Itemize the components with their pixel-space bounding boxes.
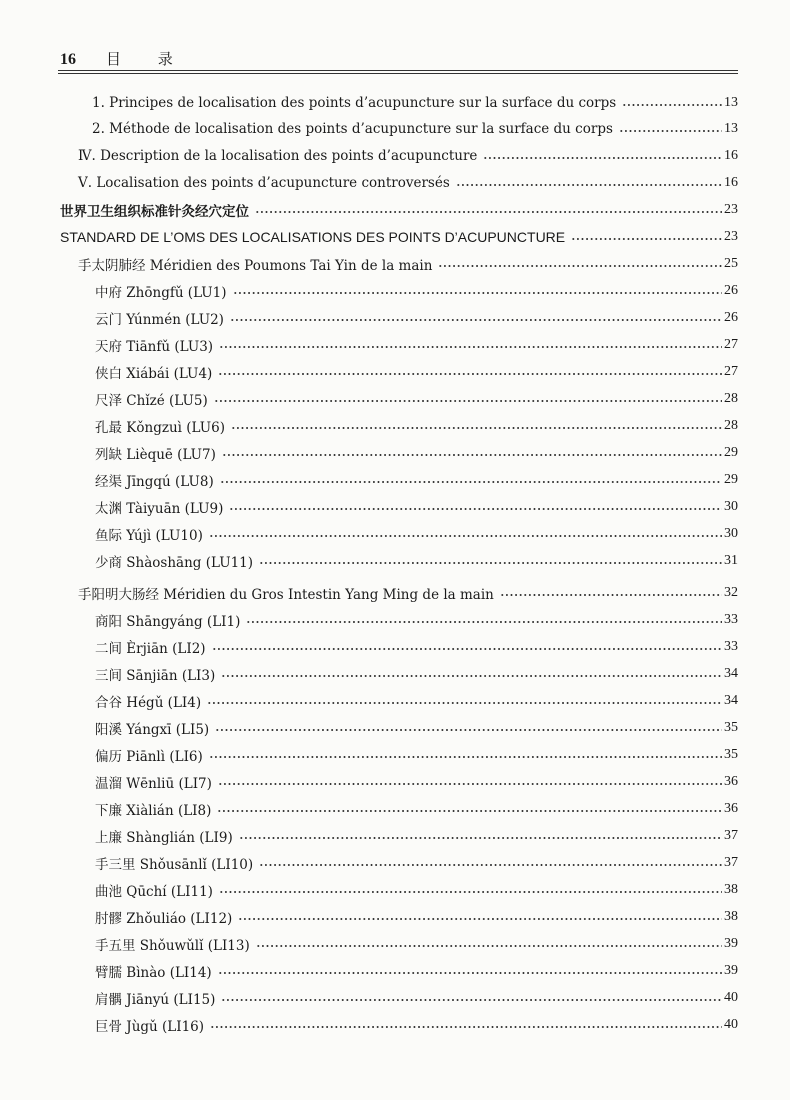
toc-entry-label: 1. Principes de localisation des points d’acupuncture sur la surface du corps [92,94,617,111]
toc-entry-label: 阳溪 Yángxī (LI5) [95,721,210,738]
dot-leader [500,594,722,596]
toc-entry-label: 巨骨 Jùgǔ (LI16) [95,1018,205,1035]
toc-point-entry[interactable] [95,822,738,849]
toc-entry-page: 29 [724,471,738,487]
dot-leader [207,702,722,704]
toc-entry-page: 23 [724,228,738,244]
toc-entry-page: 37 [724,827,738,843]
page-header [60,48,736,70]
dot-leader [230,319,722,321]
toc-entry[interactable] [92,115,738,142]
toc-section-heading-fr[interactable] [60,223,738,250]
toc-entry-label: 鱼际 Yújì (LU10) [95,527,203,544]
toc-point-entry[interactable] [95,466,738,493]
toc-entry-page: 16 [724,174,738,190]
dot-leader [229,508,722,510]
toc-entry-page: 30 [724,525,738,541]
toc-entry-label: 肘髎 Zhǒuliáo (LI12) [95,910,233,927]
page-title: 目 录 [106,50,189,68]
toc-entry-page: 33 [724,611,738,627]
dot-leader [259,562,722,564]
toc-entry-page: 13 [724,120,738,136]
dot-leader [218,783,722,785]
toc-entry-page: 32 [724,584,738,600]
dot-leader [218,972,722,974]
toc-entry-label: 尺泽 Chǐzé (LU5) [95,392,208,409]
toc-entry-page: 37 [724,854,738,870]
toc-entry-label: 手太阴肺经 Méridien des Poumons Tai Yin de la main [78,257,433,274]
toc-point-entry[interactable] [95,768,738,795]
dot-leader [214,400,722,402]
toc-point-entry[interactable] [95,1011,738,1038]
toc-point-entry[interactable] [95,439,738,466]
toc-point-entry[interactable] [95,849,738,876]
toc-entry-page: 25 [724,255,738,271]
dot-leader [239,837,722,839]
toc-entry-page: 16 [724,147,738,163]
toc-point-entry[interactable] [95,660,738,687]
toc-entry-page: 27 [724,363,738,379]
toc-entry-label: 偏历 Piānlì (LI6) [95,748,203,765]
toc-entry-label: 少商 Shàoshāng (LU11) [95,554,254,571]
toc-meridian-entry[interactable] [78,250,738,277]
toc-entry-page: 36 [724,773,738,789]
toc-entry-page: 23 [724,201,738,217]
toc-entry-page: 35 [724,719,738,735]
toc-entry-label: 曲池 Qūchí (LI11) [95,883,213,900]
toc-entry-label: 手阳明大肠经 Méridien du Gros Intestin Yang Ming de la main [78,586,494,603]
toc-entry-page: 40 [724,989,738,1005]
toc-entry-page: 28 [724,390,738,406]
dot-leader [217,810,722,812]
toc-entry-page: 39 [724,962,738,978]
dot-leader [221,999,722,1001]
toc-entry-label: 三间 Sānjiān (LI3) [95,667,216,684]
toc-entry-label: 天府 Tiānfǔ (LU3) [95,338,214,355]
toc-point-entry[interactable] [95,930,738,957]
dot-leader [255,211,722,213]
toc-entry-label: 手五里 Shǒuwǔlǐ (LI13) [95,937,250,954]
dot-leader [233,292,722,294]
toc-point-entry[interactable] [95,957,738,984]
toc-entry-label: Ⅳ. Description de la localisation des points d’acupuncture [78,147,478,164]
dot-leader [212,648,722,650]
dot-leader [219,891,722,893]
dot-leader [259,864,722,866]
toc-entry-page: 13 [724,94,738,110]
header-rule-bottom [58,73,738,74]
dot-leader [231,427,722,429]
toc-entry-label: 2. Méthode de localisation des points d’acupuncture sur la surface du corps [92,120,613,137]
toc-point-entry[interactable] [95,277,738,304]
dot-leader [256,945,722,947]
toc-entry[interactable] [78,169,738,196]
dot-leader [456,184,722,186]
toc-point-entry[interactable] [95,876,738,903]
dot-leader [220,481,722,483]
toc-entry-label: 肩髃 Jiānyú (LI15) [95,991,216,1008]
toc-point-entry[interactable] [95,984,738,1011]
dot-leader [215,729,722,731]
toc-entry-label: 二间 Èrjiān (LI2) [95,640,206,657]
toc-entry-label: 侠白 Xiábái (LU4) [95,365,213,382]
toc-section-heading-zh[interactable] [60,196,738,223]
toc-entry-page: 31 [724,552,738,568]
toc-entry-label: 列缺 Lièquē (LU7) [95,446,216,463]
dot-leader [218,373,722,375]
toc-entry-label: 世界卫生组织标准针灸经穴定位 [60,203,249,219]
toc-entry-label: 经渠 Jīngqú (LU8) [95,473,214,490]
toc-point-entry[interactable] [95,714,738,741]
dot-leader [622,104,722,106]
toc-entry-page: 36 [724,800,738,816]
dot-leader [483,157,722,159]
toc-entry-label: 孔最 Kǒngzuì (LU6) [95,419,225,436]
toc-point-entry[interactable] [95,741,738,768]
toc-point-entry[interactable] [95,633,738,660]
dot-leader [222,454,722,456]
toc-entry-page: 40 [724,1016,738,1032]
dot-leader [571,238,722,240]
toc-entry-page: 33 [724,638,738,654]
toc-entry-page: 34 [724,692,738,708]
toc-entry-label: Ⅴ. Localisation des points d’acupuncture controversés [78,174,450,191]
toc-entry-label: 下廉 Xiàlián (LI8) [95,802,212,819]
toc-point-entry[interactable] [95,520,738,547]
dot-leader [209,756,722,758]
toc-entry-page: 26 [724,282,738,298]
dot-leader [246,621,722,623]
toc-entry-label: 合谷 Hégǔ (LI4) [95,694,202,711]
toc-entry-label: 温溜 Wēnliū (LI7) [95,775,212,792]
toc-entry-page: 34 [724,665,738,681]
toc-entry-page: 27 [724,336,738,352]
toc-entry-page: 30 [724,498,738,514]
toc-point-entry[interactable] [95,795,738,822]
header-rule-top [58,70,738,71]
toc-entry-page: 38 [724,881,738,897]
toc-entry-label: 上廉 Shànglián (LI9) [95,829,233,846]
dot-leader [219,346,722,348]
toc-point-entry[interactable] [95,903,738,930]
toc-entry-label: 云门 Yúnmén (LU2) [95,311,224,328]
dot-leader [438,265,722,267]
toc-point-entry[interactable] [95,493,738,520]
toc-entry-page: 39 [724,935,738,951]
toc-entry-label: 臂臑 Bìnào (LI14) [95,964,212,981]
toc-entry-page: 26 [724,309,738,325]
dot-leader [221,675,722,677]
dot-leader [210,1026,722,1028]
toc-entry[interactable] [78,142,738,169]
dot-leader [238,918,722,920]
toc-point-entry[interactable] [95,331,738,358]
toc-entry-page: 29 [724,444,738,460]
toc-meridian-entry[interactable] [78,579,738,606]
toc-point-entry[interactable] [95,358,738,385]
page-number: 16 [60,51,76,68]
toc-point-entry[interactable] [95,606,738,633]
toc-entry-label: 太渊 Tàiyuān (LU9) [95,500,224,517]
dot-leader [209,535,722,537]
toc-entry-page: 35 [724,746,738,762]
toc-entry-page: 28 [724,417,738,433]
toc-point-entry[interactable] [95,385,738,412]
toc-entry-label: 中府 Zhōngfǔ (LU1) [95,284,227,301]
toc-point-entry[interactable] [95,687,738,714]
toc-point-entry[interactable] [95,304,738,331]
toc-entry[interactable] [92,89,738,116]
toc-point-entry[interactable] [95,412,738,439]
toc-entry-label: STANDARD DE L’OMS DES LOCALISATIONS DES POINTS D’ACUPUNCTURE [60,228,566,245]
dot-leader [619,130,722,132]
toc-entry-label: 手三里 Shǒusānlǐ (LI10) [95,856,254,873]
toc-entry-page: 38 [724,908,738,924]
toc-point-entry[interactable] [95,547,738,574]
toc-entry-label: 商阳 Shāngyáng (LI1) [95,613,241,630]
